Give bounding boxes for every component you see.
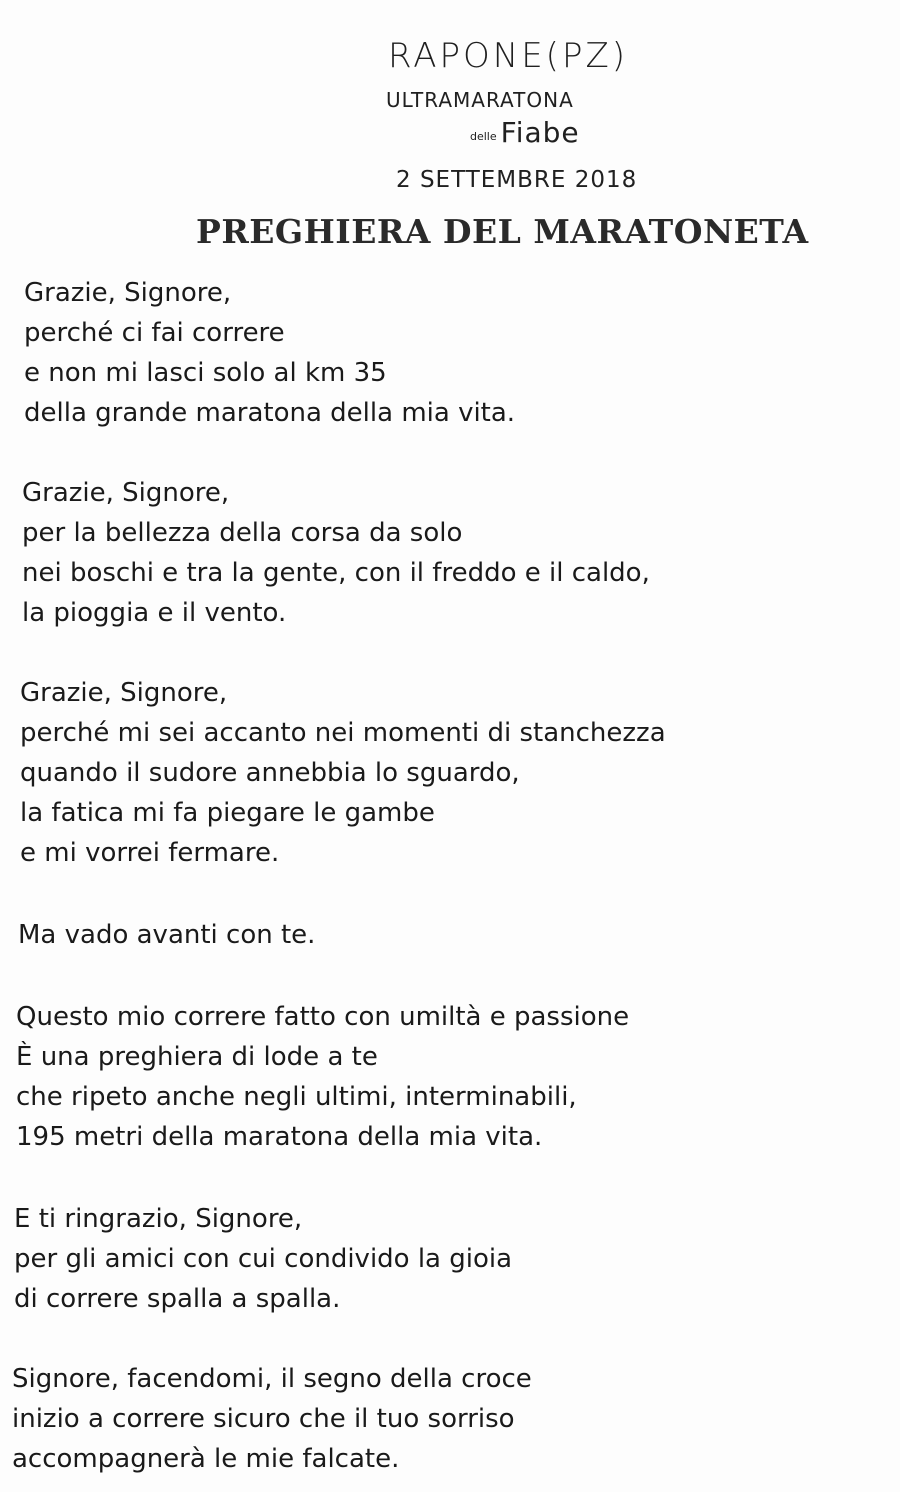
poem-line: che ripeto anche negli ultimi, interminabili,	[16, 1082, 577, 1112]
poem-line: Questo mio correre fatto con umiltà e passione	[16, 1002, 630, 1032]
poem-line: quando il sudore annebbia lo sguardo,	[20, 758, 520, 788]
handwritten-event-sub-small: delle	[470, 130, 497, 143]
poem-line: Grazie, Signore,	[20, 678, 228, 708]
poem-line: nei boschi e tra la gente, con il freddo e il caldo,	[22, 558, 650, 588]
poem-line: Grazie, Signore,	[22, 478, 230, 508]
poem-line: di correre spalla a spalla.	[14, 1284, 341, 1314]
handwritten-town: RAPONE(PZ)	[388, 36, 629, 76]
handwritten-date: 2 SETTEMBRE 2018	[396, 167, 638, 193]
document-title: PREGHIERA DEL MARATONETA	[196, 212, 809, 251]
poem-line: inizio a correre sicuro che il tuo sorriso	[12, 1404, 515, 1434]
poem-line: perché ci fai correre	[24, 318, 285, 348]
poem-line: Grazie, Signore,	[24, 278, 232, 308]
poem-line: e non mi lasci solo al km 35	[24, 358, 387, 388]
poem-line: la pioggia e il vento.	[22, 598, 287, 628]
poem-line: la fatica mi fa piegare le gambe	[20, 798, 435, 828]
poem-line: Signore, facendomi, il segno della croce	[12, 1364, 532, 1394]
handwritten-event-sub-word: Fiabe	[500, 116, 580, 149]
poem-line: È una preghiera di lode a te	[16, 1042, 378, 1072]
poem-line: E ti ringrazio, Signore,	[14, 1204, 303, 1234]
poem-line: Ma vado avanti con te.	[18, 920, 316, 950]
poem-line: per la bellezza della corsa da solo	[22, 518, 463, 548]
poem-line: accompagnerà le mie falcate.	[12, 1444, 400, 1474]
poem-line: per gli amici con cui condivido la gioia	[14, 1244, 513, 1274]
poem-line: 195 metri della maratona della mia vita.	[16, 1122, 543, 1152]
handwritten-event: ULTRAMARATONA	[386, 88, 574, 112]
poem-line: perché mi sei accanto nei momenti di stanchezza	[20, 718, 666, 748]
poem-line: della grande maratona della mia vita.	[24, 398, 516, 428]
poem-line: e mi vorrei fermare.	[20, 838, 280, 868]
